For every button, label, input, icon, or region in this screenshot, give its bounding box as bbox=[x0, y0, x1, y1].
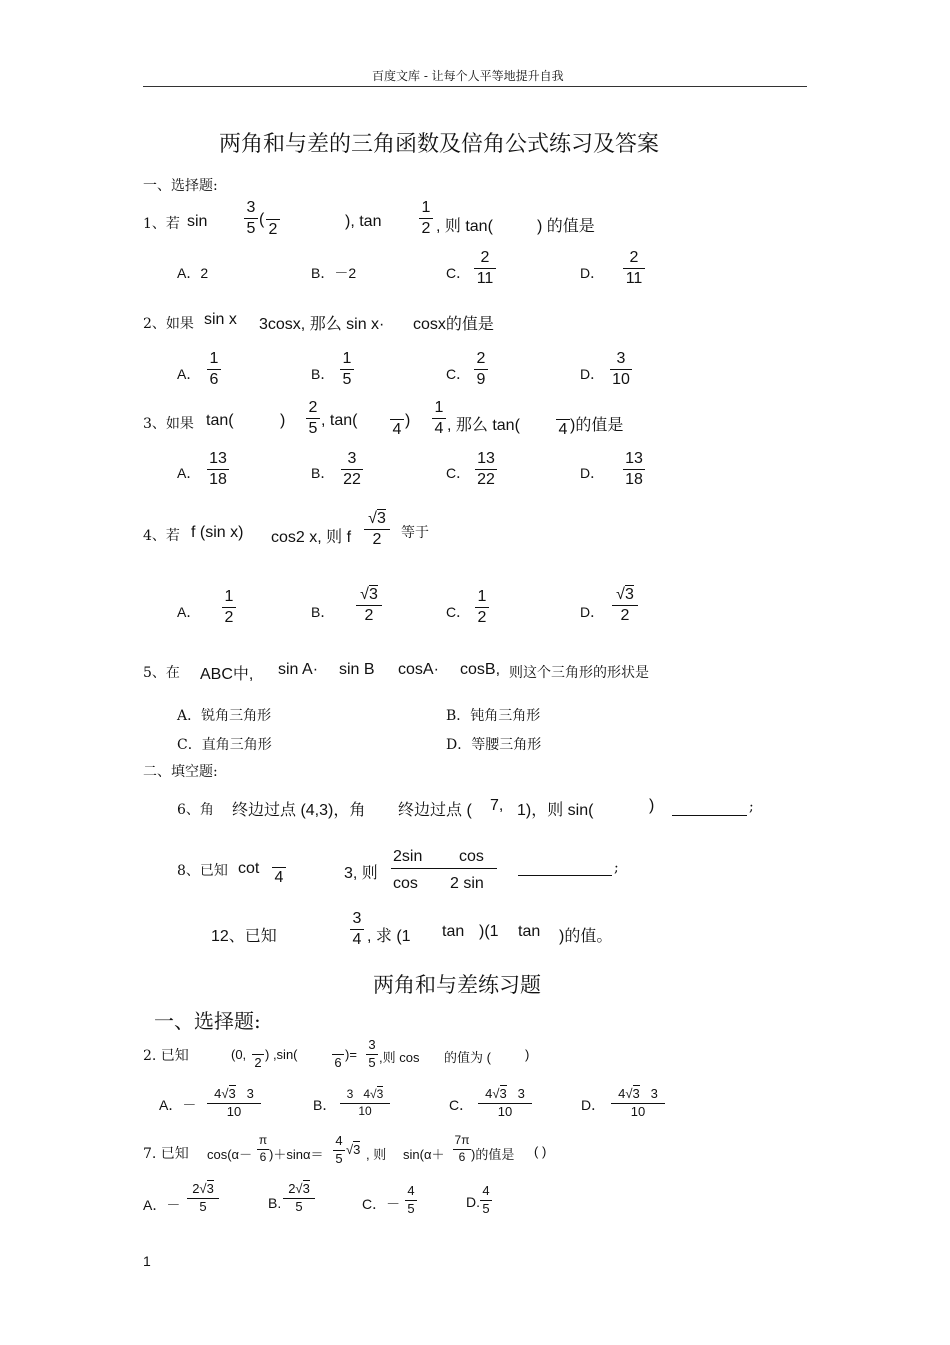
q2-option-c-frac: 2 9 bbox=[474, 350, 488, 390]
page-header: 百度文库 - 让每个人平等地提升自我 bbox=[372, 69, 564, 83]
q4-option-c[interactable]: C． bbox=[446, 604, 471, 620]
q1-option-c[interactable]: C． bbox=[446, 265, 471, 281]
q1-option-d-frac: 2 11 bbox=[623, 249, 645, 289]
p7-option-d-frac: 4 5 bbox=[480, 1184, 492, 1217]
q4-t2: cos2 x, 则 f bbox=[271, 529, 352, 546]
p7-frac-7pi-6: 7π 6 bbox=[454, 1133, 470, 1164]
q3-frac-2-5: 2 5 bbox=[306, 399, 320, 439]
q1-frac2-num: 1 bbox=[421, 199, 431, 216]
p2-option-b[interactable]: B． bbox=[313, 1097, 337, 1113]
header-rule bbox=[143, 86, 807, 87]
q1-number: 1、若 bbox=[143, 216, 180, 232]
q4-option-d[interactable]: D． bbox=[580, 604, 605, 620]
q2-option-d-frac: 3 10 bbox=[610, 350, 632, 390]
p2-t4: ,则 cos bbox=[379, 1050, 420, 1065]
q5-t5: cosB, bbox=[460, 661, 501, 678]
q1-frac-num: 3 bbox=[246, 199, 256, 216]
q12-t1: , 求 (1 bbox=[367, 928, 411, 945]
q12-t3: )(1 bbox=[479, 923, 499, 940]
q2-option-c[interactable]: C． bbox=[446, 366, 471, 382]
q3-t3: , tan( bbox=[321, 412, 358, 429]
q6-answer-blank[interactable] bbox=[672, 815, 747, 816]
p7-frac-4-5: 4 5 bbox=[333, 1134, 345, 1167]
section-choice: 一、选择题: bbox=[143, 178, 218, 194]
q5-t1: ABC中, bbox=[200, 666, 254, 683]
q5-t6: 则这个三角形的形状是 bbox=[509, 665, 649, 681]
p2-t2: ) ,sin( bbox=[265, 1047, 298, 1062]
q4-option-a-frac: 1 2 bbox=[222, 588, 236, 628]
q6-t3: 7, bbox=[490, 797, 504, 814]
q1-option-c-frac: 2 11 bbox=[474, 249, 496, 289]
p2-t1: (0, bbox=[231, 1047, 247, 1062]
q3-option-c-frac: 13 22 bbox=[475, 450, 497, 490]
q1-frac-den: 5 bbox=[246, 220, 256, 238]
q1-text-then: , 则 tan( bbox=[436, 218, 493, 235]
p2-number: 2. 已知 bbox=[143, 1048, 189, 1064]
q2-expr1: sin x bbox=[204, 311, 237, 328]
q4-t3: 等于 bbox=[401, 525, 429, 541]
q6-t1: 终边过点 (4,3)，角 bbox=[232, 802, 366, 819]
q8-frac-pi-4: 4 bbox=[272, 858, 286, 887]
q3-t6: )的值是 bbox=[570, 417, 624, 434]
p2-frac-3-5: 3 5 bbox=[366, 1038, 378, 1071]
q3-frac-1-4: 1 4 bbox=[432, 399, 446, 439]
p2-t6: ) bbox=[525, 1047, 530, 1062]
q2-option-b-frac: 1 5 bbox=[340, 350, 354, 390]
p2-t3: )= bbox=[345, 1047, 357, 1062]
p2-option-c-frac: 4√3 3 10 bbox=[478, 1087, 532, 1120]
q8-d2: 2 sin bbox=[450, 875, 484, 892]
q2-option-d[interactable]: D． bbox=[580, 366, 605, 382]
q8-number: 8、已知 bbox=[177, 863, 228, 879]
p7-option-c[interactable]: C．－ bbox=[362, 1196, 401, 1212]
p7-t4: sin(α＋ bbox=[403, 1147, 445, 1162]
q6-t4: 1)，则 sin( bbox=[517, 802, 594, 819]
q4-frac-sqrt3-2: √3 2 bbox=[364, 510, 390, 550]
q1-frac2-den: 2 bbox=[421, 220, 431, 238]
q4-option-c-frac: 1 2 bbox=[475, 588, 489, 628]
q8-t1: cot bbox=[238, 860, 260, 877]
q5-option-a[interactable]: A．锐角三角形 bbox=[177, 708, 272, 724]
q12-frac-3-4: 3 4 bbox=[350, 910, 364, 950]
p2-t5: 的值为 ( bbox=[444, 1050, 491, 1065]
q8-n1: 2sin bbox=[393, 848, 423, 865]
p7-option-a-frac: 2√3 5 bbox=[187, 1182, 219, 1215]
q8-n2: cos bbox=[459, 848, 484, 865]
section-choice-2: 一、选择题: bbox=[154, 1009, 261, 1033]
p2-option-a-frac: 4√3 3 10 bbox=[207, 1087, 261, 1120]
q1-paren: ( bbox=[259, 211, 265, 228]
q12-t4: tan bbox=[518, 923, 541, 940]
p2-frac-pi-2: 2 bbox=[252, 1047, 264, 1071]
q3-option-c[interactable]: C． bbox=[446, 465, 471, 481]
q1-frac-3-5 bbox=[244, 199, 258, 239]
q5-option-d[interactable]: D．等腰三角形 bbox=[446, 737, 542, 753]
q8-end: ; bbox=[614, 860, 619, 876]
q3-option-b-frac: 3 22 bbox=[341, 450, 363, 490]
p7-t2: )＋sinα＝ bbox=[269, 1147, 324, 1162]
q3-t5: , 那么 tan( bbox=[447, 417, 520, 434]
q6-number: 6、角 bbox=[177, 802, 214, 818]
p7-t6: ( ) bbox=[534, 1144, 547, 1159]
q8-answer-blank[interactable] bbox=[518, 875, 612, 876]
p2-option-d-frac: 4√3 3 10 bbox=[611, 1087, 665, 1120]
q8-t2: 3, 则 bbox=[344, 865, 378, 882]
q3-t2: ) bbox=[280, 412, 286, 429]
q1-text-tan: ), tan bbox=[345, 213, 382, 230]
q1-frac-pi-2: 2 bbox=[266, 210, 280, 239]
q1-text-value: ) 的值是 bbox=[537, 218, 595, 235]
q3-option-b[interactable]: B． bbox=[311, 465, 335, 481]
q5-option-b[interactable]: B．钝角三角形 bbox=[446, 708, 541, 724]
q6-end: ; bbox=[749, 799, 754, 815]
q3-option-a-frac: 13 18 bbox=[207, 450, 229, 490]
q2-number: 2、如果 bbox=[143, 316, 194, 332]
q3-option-d[interactable]: D． bbox=[580, 465, 605, 481]
q3-frac-pi-4a: 4 bbox=[390, 410, 404, 439]
q4-number: 4、若 bbox=[143, 528, 180, 544]
p7-option-b[interactable]: B. bbox=[268, 1195, 282, 1211]
p7-t5: )的值是 bbox=[471, 1147, 515, 1162]
q2-option-a[interactable]: A． bbox=[177, 366, 201, 382]
q4-t1: f (sin x) bbox=[191, 524, 244, 541]
q3-option-d-frac: 13 18 bbox=[623, 450, 645, 490]
p7-t1: cos(α－ bbox=[207, 1147, 253, 1162]
document-title: 两角和与差的三角函数及倍角公式练习及答案 bbox=[219, 132, 660, 157]
q3-number: 3、如果 bbox=[143, 416, 194, 432]
p2-option-c[interactable]: C． bbox=[449, 1097, 474, 1113]
q1-option-b[interactable]: B．－2 bbox=[311, 265, 357, 281]
subtitle: 两角和与差练习题 bbox=[373, 973, 541, 997]
q8-d1: cos bbox=[393, 875, 418, 892]
p7-option-a[interactable]: A．－ bbox=[143, 1197, 181, 1213]
p7-number: 7. 已知 bbox=[143, 1146, 189, 1162]
p2-option-b-frac: 3 4√3 10 bbox=[340, 1088, 390, 1119]
q6-t2: 终边过点 ( bbox=[398, 802, 472, 819]
q2-expr3: cosx的值是 bbox=[413, 316, 494, 333]
q5-t3: sin B bbox=[339, 661, 375, 678]
q12-t5: )的值。 bbox=[559, 928, 613, 945]
q12-t2: tan bbox=[442, 923, 465, 940]
p2-frac-pi-6: 6 bbox=[332, 1047, 344, 1071]
q4-option-b[interactable]: B． bbox=[311, 604, 335, 620]
p7-t3: , 则 bbox=[366, 1147, 387, 1162]
q4-option-a[interactable]: A． bbox=[177, 604, 201, 620]
page-number: 1 bbox=[143, 1253, 151, 1269]
q3-frac-pi-4b: 4 bbox=[556, 410, 570, 439]
q2-expr2: 3cosx, 那么 sin x· bbox=[259, 316, 385, 333]
p7-option-b-frac: 2√3 5 bbox=[283, 1182, 315, 1215]
q6-t5: ) bbox=[649, 797, 655, 814]
q8-frac-bar bbox=[391, 868, 497, 869]
p7-sqrt3: √3 bbox=[346, 1142, 361, 1157]
p7-frac-pi-6: π 6 bbox=[258, 1133, 268, 1164]
q4-option-b-frac: √3 2 bbox=[356, 586, 382, 626]
q2-option-a-frac: 1 6 bbox=[207, 350, 221, 390]
q1-text-sin: sin bbox=[187, 213, 208, 230]
q5-option-c[interactable]: C．直角三角形 bbox=[177, 737, 272, 753]
q5-t2: sin A· bbox=[278, 661, 319, 678]
q5-number: 5、在 bbox=[143, 665, 180, 681]
p2-option-a[interactable]: A．－ bbox=[159, 1097, 197, 1113]
q3-option-a[interactable]: A． bbox=[177, 465, 201, 481]
q1-option-a[interactable]: A．2 bbox=[177, 265, 209, 281]
q3-t4: ) bbox=[405, 412, 411, 429]
q1-frac-1-2 bbox=[419, 199, 433, 239]
q1-option-d[interactable]: D． bbox=[580, 265, 605, 281]
q4-option-d-frac: √3 2 bbox=[612, 586, 638, 626]
p7-option-d[interactable]: D. bbox=[466, 1194, 480, 1210]
q2-option-b[interactable]: B． bbox=[311, 366, 335, 382]
q12-number: 12、已知 bbox=[211, 928, 277, 945]
q3-t1: tan( bbox=[206, 412, 234, 429]
p7-option-c-frac: 4 5 bbox=[405, 1184, 417, 1217]
p2-option-d[interactable]: D． bbox=[581, 1097, 606, 1113]
q5-t4: cosA· bbox=[398, 661, 439, 678]
section-fill: 二、填空题: bbox=[143, 764, 218, 780]
